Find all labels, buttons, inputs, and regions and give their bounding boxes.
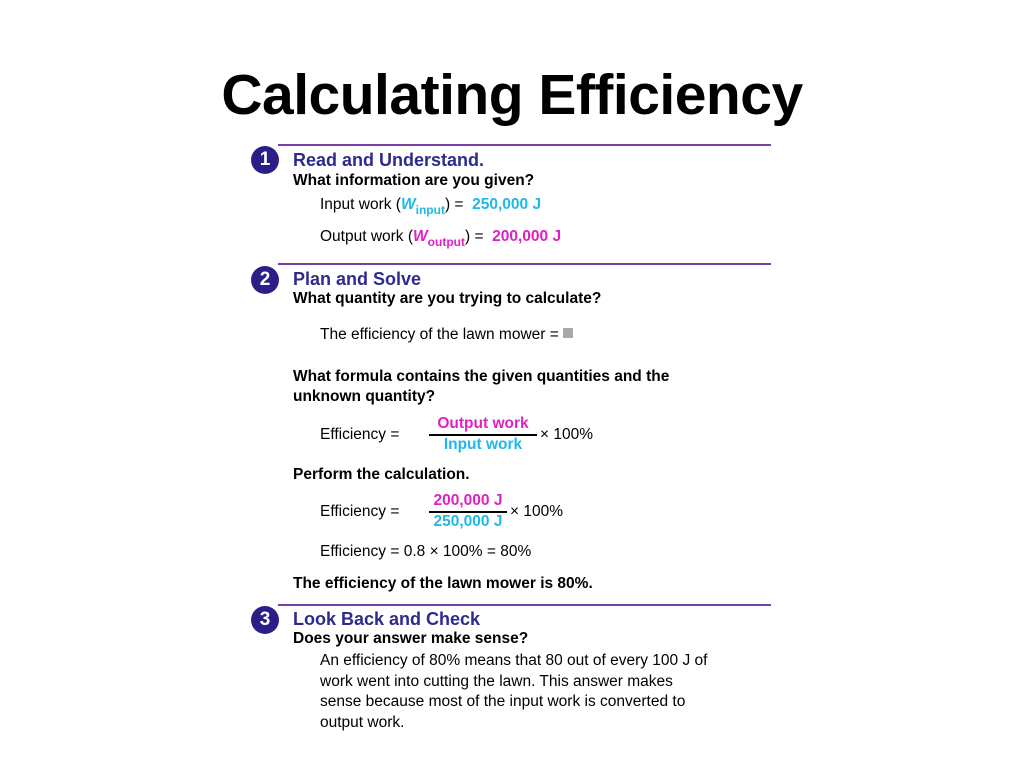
input-work-label: Input work ( <box>320 196 401 213</box>
step1-divider <box>278 144 771 146</box>
output-work-line <box>320 228 562 249</box>
formula-multiplier: × 100% <box>540 426 594 443</box>
answer-line: output work. <box>320 713 405 731</box>
slide-title: Calculating Efficiency <box>221 63 803 127</box>
step2-question: What quantity are you trying to calculate? <box>293 290 602 307</box>
step2-conclusion: The efficiency of the lawn mower is 80%. <box>293 575 593 592</box>
calc1-lhs: Efficiency = <box>320 503 400 520</box>
unknown-square-icon <box>563 328 573 338</box>
step3-heading: Look Back and Check <box>293 609 481 629</box>
step1-number-badge: 1 <box>251 146 279 174</box>
answer-line: An efficiency of 80% means that 80 out of every 100 J of <box>320 652 708 669</box>
answer-line: sense because most of the input work is converted to <box>320 693 686 710</box>
calc1-multiplier: × 100% <box>510 503 564 520</box>
output-work-variable: W <box>413 228 428 245</box>
answer-line: work went into cutting the lawn. This answer makes <box>320 672 673 690</box>
output-work-value: 200,000 J <box>492 228 562 245</box>
formula-denominator: Input work <box>443 436 523 453</box>
calc1-numerator: 200,000 J <box>429 492 507 513</box>
input-work-line <box>320 196 542 217</box>
formula-lhs: Efficiency = <box>320 426 400 443</box>
step3-answer <box>320 651 780 733</box>
target-quantity-text: The efficiency of the lawn mower = <box>320 326 559 343</box>
input-work-variable: W <box>400 196 416 213</box>
formula-question-line1: What formula contains the given quantities and the <box>293 368 670 385</box>
step3-number-badge: 3 <box>251 606 279 634</box>
formula-numerator: Output work <box>429 415 537 436</box>
output-work-subscript: output <box>427 235 465 249</box>
step2-heading: Plan and Solve <box>293 269 422 289</box>
step3-divider <box>278 604 771 606</box>
target-quantity-line <box>320 326 573 344</box>
output-work-equals: ) = <box>464 228 484 245</box>
input-work-equals: ) = <box>444 196 464 213</box>
step1-question: What information are you given? <box>293 172 535 189</box>
output-work-label: Output work ( <box>320 228 414 245</box>
input-work-value: 250,000 J <box>472 196 542 213</box>
step1-heading: Read and Understand. <box>293 150 485 170</box>
calc1-fraction <box>429 492 507 531</box>
formula-fraction <box>429 415 537 454</box>
step2-divider <box>278 263 771 265</box>
perform-calculation-label: Perform the calculation. <box>293 466 470 483</box>
input-work-subscript: input <box>415 203 445 217</box>
calc2-line: Efficiency = 0.8 × 100% = 80% <box>320 543 532 560</box>
formula-question-line2: unknown quantity? <box>293 388 436 405</box>
step3-question: Does your answer make sense? <box>293 630 529 647</box>
calc1-denominator: 250,000 J <box>433 513 503 530</box>
step2-number-badge: 2 <box>251 266 279 294</box>
